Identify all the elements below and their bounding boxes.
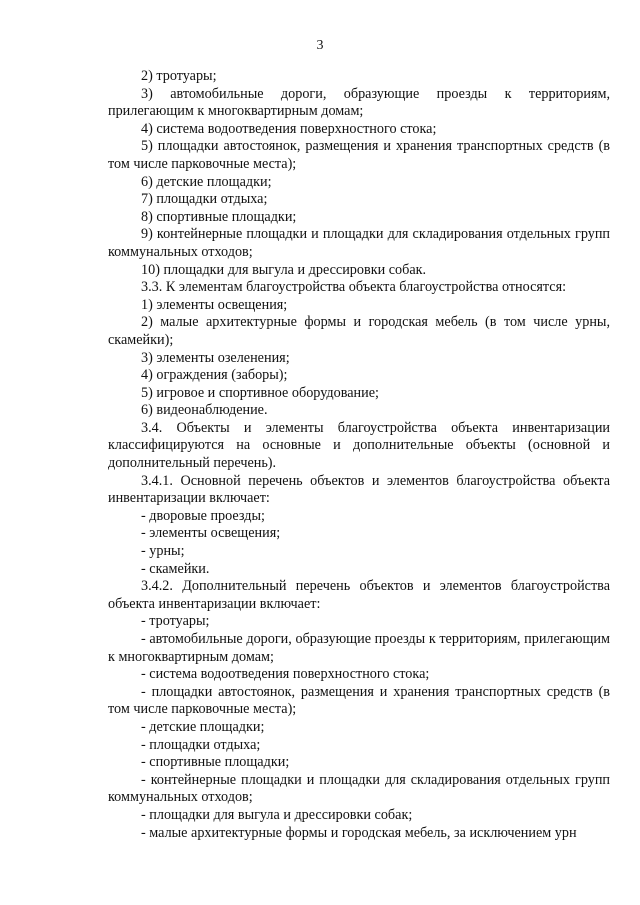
list-item-lighting-elements: - элементы освещения; — [141, 525, 281, 542]
list-item-fences: 4) ограждения (заборы); — [141, 367, 288, 384]
list-item-play-equipment: 5) игровое и спортивное оборудование; — [141, 384, 379, 401]
list-item-waste-sites-extra: - контейнерные площадки и площадки для складирования отдельных групп коммунальных отходов; — [108, 771, 610, 806]
list-item-sidewalks-extra: - тротуары; — [141, 613, 210, 630]
document-body — [108, 68, 610, 842]
list-item-dog-areas-extra: - площадки для выгула и дрессировки собак; — [141, 806, 413, 823]
list-item-parking: 5) площадки автостоянок, размещения и хранения транспортных средств (в том числе парковочные места); — [108, 138, 610, 172]
list-item-video-surveillance: 6) видеонаблюдение. — [141, 402, 268, 419]
section-3-4-1-heading: 3.4.1. Основной перечень объектов и элементов благоустройства объекта инвентаризации включает: — [108, 472, 610, 507]
list-item-lighting: 1) элементы освещения; — [141, 296, 288, 313]
section-3-3-heading: 3.3. К элементам благоустройства объекта благоустройства относятся: — [141, 279, 567, 296]
list-item-rest-areas: 7) площадки отдыха; — [141, 191, 268, 208]
list-item-drainage-extra: - система водоотведения поверхностного стока; — [141, 666, 430, 683]
list-item-rest-areas-extra: - площадки отдыха; — [141, 736, 261, 753]
list-item-roads-extra: - автомобильные дороги, образующие проезды к территориям, прилегающим к многоквартирным домам; — [108, 631, 610, 665]
list-item-roads: 3) автомобильные дороги, образующие проезды к территориям, прилегающим к многоквартирным домам; — [108, 85, 610, 120]
list-item-playgrounds-extra: - детские площадки; — [141, 718, 265, 735]
section-3-4-paragraph: 3.4. Объекты и элементы благоустройства объекта инвентаризации классифицируются на основные и дополнительные объекты (основной и дополнительный перечень). — [108, 419, 610, 472]
list-item-sidewalks: 2) тротуары; — [141, 68, 217, 84]
list-item-waste-sites: 9) контейнерные площадки и площадки для складирования отдельных групп коммунальных отходов; — [108, 226, 610, 260]
list-item-sports-grounds-extra: - спортивные площадки; — [141, 754, 290, 771]
list-item-drainage: 4) система водоотведения поверхностного стока; — [141, 120, 437, 137]
list-item-playgrounds: 6) детские площадки; — [141, 173, 272, 190]
list-item-sports-grounds: 8) спортивные площадки; — [141, 208, 297, 225]
list-item-furniture-extra: - малые архитектурные формы и городская мебель, за исключением урн — [141, 824, 577, 841]
list-item-benches: - скамейки. — [141, 560, 210, 577]
list-item-yard-driveways: - дворовые проезды; — [141, 507, 265, 524]
list-item-greenery: 3) элементы озеленения; — [141, 349, 290, 366]
section-3-4-2-heading: 3.4.2. Дополнительный перечень объектов и элементов благоустройства объекта инвентаризации включает: — [108, 578, 610, 612]
list-item-bins: - урны; — [141, 543, 185, 560]
list-item-furniture: 2) малые архитектурные формы и городская мебель (в том числе урны, скамейки); — [108, 314, 610, 348]
page-number: 3 — [316, 38, 324, 53]
list-item-parking-extra: - площадки автостоянок, размещения и хранения транспортных средств (в том числе парковочные места); — [108, 683, 610, 718]
list-item-dog-areas: 10) площадки для выгула и дрессировки собак. — [141, 261, 427, 278]
